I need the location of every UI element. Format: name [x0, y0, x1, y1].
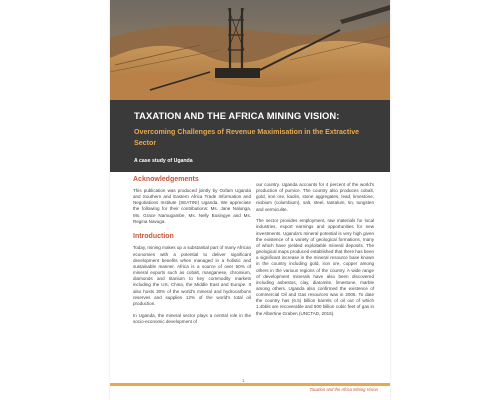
cover-photo-mining-site	[110, 0, 390, 100]
acknowledgements-heading: Acknowledgements	[133, 176, 199, 183]
right-paragraph-2: The sector provides employment, raw materials for local industries, export earnings and opportunities for new investments. Uganda's mineral potential is very high given the existence of a variety of geological formations, many of which have yielded exploitable mineral deposits. The geological maps produced established that there has been a significant increase in the mineral resource base known in the country including gold, iron ore, copper among others in the various regions of the country. A wide range of development minerals have also been discovered including asbestos, clay, diatomite, limestone, marble among others. Uganda also confirmed the existence of commercial Oil and Gas resources was in 2006. To date the country has (6.5) billion barrels of oil out of which 1.4bbls are recoverable and 500 billion cubic feet of gas in the Albertine Graben (UNCTAD, 2015).	[256, 218, 374, 316]
footer-running-title: Taxation and the Africa Mining Vision	[309, 387, 378, 392]
acknowledgements-text: This publication was produced jointly by Oxfam Uganda and Southern and Eastern Africa Trade Information and Negotiations Institute (SEATINI) Uganda. We appreciate the following for their contributions: Ms. Jane Nalunga, Ms. Grace Namugambe, Ms. Nelly Busingye and Ms. Regina Navuga.	[133, 188, 251, 224]
document-title: TAXATION AND THE AFRICA MINING VISION:	[134, 110, 340, 121]
footer-bar	[110, 383, 390, 386]
right-paragraph-1: our country. Uganda accounts for 4 percent of the world's production of pumice. The country also produces cobalt, gold, iron ore, kaolin, stone aggregates, lead, limestone, niobium (columbium), salt, steel, tantalum, tin, tungsten and vermiculite.	[256, 182, 374, 212]
introduction-paragraph-2: In Uganda, the mineral sector plays a central role in the socio-economic development of	[133, 312, 251, 324]
document-page	[110, 0, 390, 400]
left-column	[133, 176, 251, 330]
case-study-label: A case study of Uganda	[134, 158, 193, 164]
page-number: 1	[242, 378, 245, 383]
introduction-paragraph-1: Today, mining makes up a substantial part of many African economies with a potential to deliver significant development benefits when managed in a holistic and sustainable manner. Africa is a source of over 50% of mineral exports such as cobalt, manganese, chromium, diamonds and titanium to key commodity markets including the US, China, the Middle East and Europe. It also hosts 30% of the world's mineral and hydrocarbons reserves and supplies 12% of the world's total oil production.	[133, 245, 251, 306]
document-subtitle: Overcoming Challenges of Revenue Maximisation in the Extractive Sector	[134, 128, 360, 147]
right-column	[256, 182, 374, 322]
introduction-heading: Introduction	[133, 233, 174, 241]
